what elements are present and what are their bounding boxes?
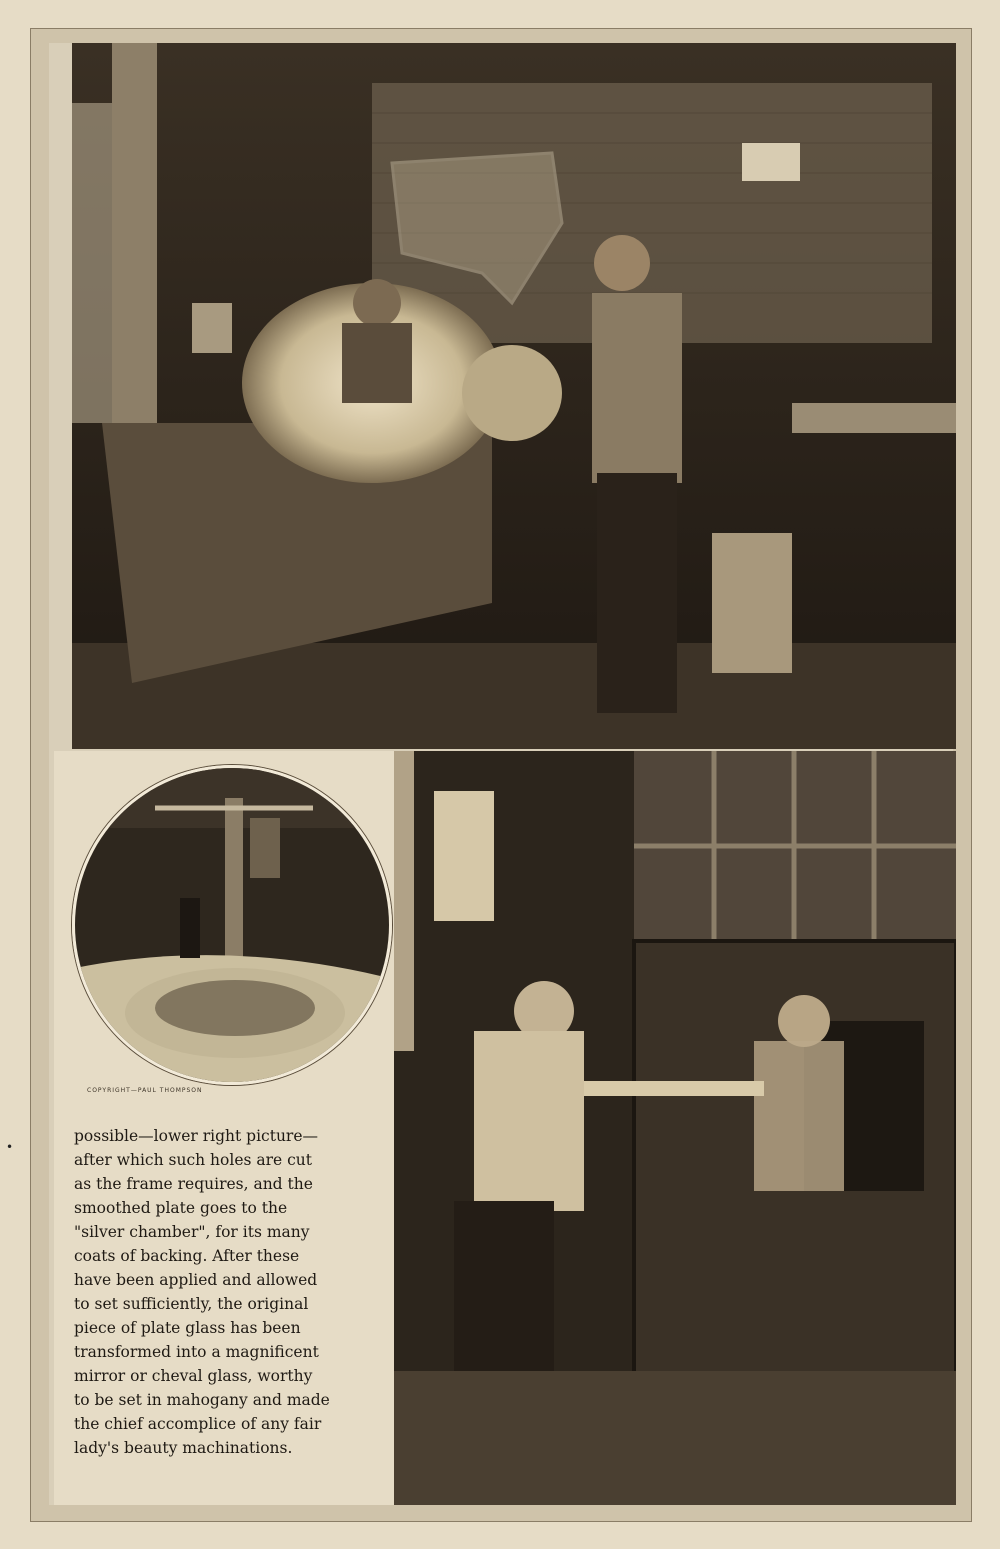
article-line: transformed into a magnificent bbox=[74, 1343, 319, 1361]
article-line: the chief accomplice of any fair bbox=[74, 1415, 322, 1433]
article-text bbox=[74, 1124, 384, 1460]
article-line: coats of backing. After these bbox=[74, 1247, 300, 1265]
article-line: as the frame requires, and the bbox=[74, 1175, 313, 1193]
article-line: after which such holes are cut bbox=[74, 1151, 313, 1169]
article-line: piece of plate glass has been bbox=[74, 1319, 301, 1337]
article-line: have been applied and allowed bbox=[74, 1271, 318, 1289]
article-line: smoothed plate goes to the bbox=[74, 1199, 288, 1217]
sand-pile-image bbox=[75, 768, 389, 1082]
text-panel bbox=[54, 751, 394, 1505]
top-photo bbox=[72, 43, 956, 749]
article-line: "silver chamber", for its many bbox=[74, 1223, 310, 1241]
mirror-polishing-image bbox=[394, 751, 956, 1505]
article-line: mirror or cheval glass, worthy bbox=[74, 1367, 313, 1385]
grinding-scene-image bbox=[72, 43, 956, 749]
article-line: possible—lower right picture— bbox=[74, 1127, 319, 1145]
article-line: to set sufficiently, the original bbox=[74, 1295, 309, 1313]
margin-bullet: • bbox=[6, 1140, 14, 1154]
article-line: to be set in mahogany and made bbox=[74, 1391, 330, 1409]
article-line: lady's beauty machinations. bbox=[74, 1439, 293, 1457]
photo-credit: COPYRIGHT—PAUL THOMPSON bbox=[87, 1087, 203, 1094]
page-frame bbox=[30, 28, 972, 1522]
bottom-right-photo bbox=[394, 751, 956, 1505]
circular-photo bbox=[72, 765, 392, 1085]
photo-layout bbox=[49, 43, 953, 1505]
